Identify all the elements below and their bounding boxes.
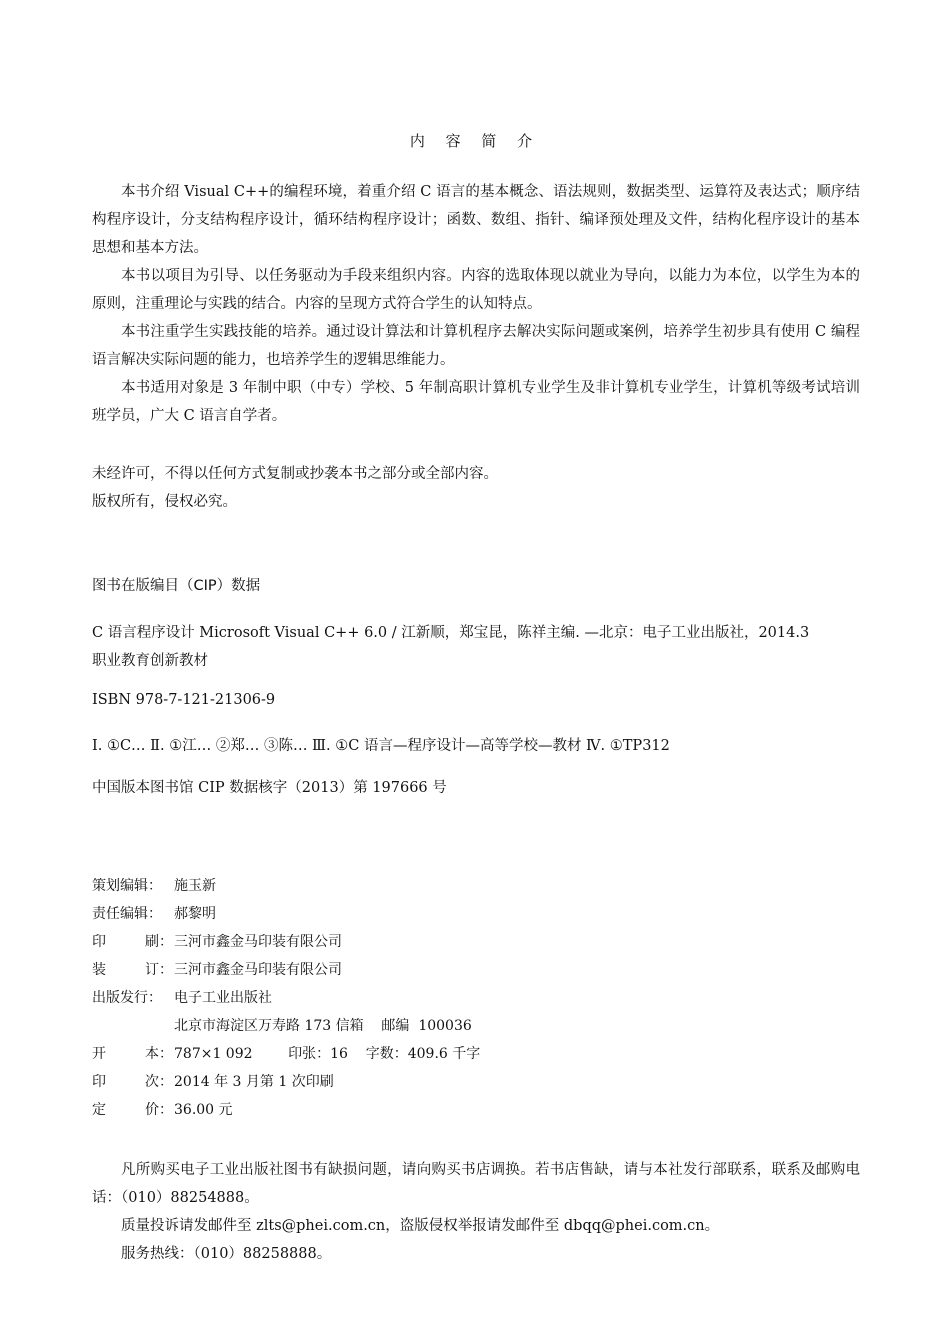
credits-block xyxy=(92,872,480,1124)
credit-label: 订： xyxy=(145,962,173,978)
credit-row-binder xyxy=(92,956,480,984)
credit-label: 开 xyxy=(92,1046,106,1062)
credit-row-planner xyxy=(92,872,480,900)
credit-row-publisher xyxy=(92,984,480,1012)
service-notice xyxy=(92,1156,860,1268)
cip-record: 中国版本图书馆 CIP 数据核字（2013）第 197666 号 xyxy=(92,780,447,796)
copyright-notice xyxy=(92,460,860,516)
summary-paragraph: 本书适用对象是 3 年制中职（中专）学校、5 年制高职计算机专业学生及非计算机专业学生，计算机等级考试培训班学员，广大 C 语言自学者。 xyxy=(92,380,860,424)
credit-label: 印 xyxy=(92,1074,106,1090)
copyright-line: 版权所有，侵权必究。 xyxy=(92,494,237,510)
credit-row-printer xyxy=(92,928,480,956)
credit-label: 印 xyxy=(92,934,106,950)
credit-label: 策划编辑： xyxy=(92,878,162,894)
cip-isbn: ISBN 978-7-121-21306-9 xyxy=(92,692,276,708)
credit-label: 责任编辑： xyxy=(92,906,162,922)
credit-label: 本： xyxy=(145,1046,173,1062)
cip-series-line: 职业教育创新教材 xyxy=(92,653,208,669)
credit-label: 次： xyxy=(145,1074,173,1090)
summary-paragraph: 本书以项目为引导、以任务驱动为手段来组织内容。内容的选取体现以就业为导向，以能力为本位，以学生为本的原则，注重理论与实践的结合。内容的呈现方式符合学生的认知特点。 xyxy=(92,268,860,312)
cip-heading: 图书在版编目（CIP）数据 xyxy=(92,578,261,594)
credit-row-format xyxy=(92,1040,480,1068)
credit-row-address xyxy=(92,1012,480,1040)
credit-row-price xyxy=(92,1096,480,1124)
notice-paragraph: 质量投诉请发邮件至 zlts@phei.com.cn，盗版侵权举报请发邮件至 dbqq@phei.com.cn。 xyxy=(121,1218,720,1234)
credit-value: 北京市海淀区万寿路 173 信箱 邮编 100036 xyxy=(174,1018,472,1034)
credit-value: 787×1 092 印张：16 字数：409.6 千字 xyxy=(174,1046,481,1062)
cip-classification: Ⅰ. ①C… Ⅱ. ①江… ②郑… ③陈… Ⅲ. ①C 语言—程序设计—高等学校—教材 Ⅳ. ①TP312 xyxy=(92,738,670,754)
credit-label: 定 xyxy=(92,1102,106,1118)
credit-value: 施玉新 xyxy=(174,878,216,894)
credit-row-editor xyxy=(92,900,480,928)
summary-title: 内 容 简 介 xyxy=(409,132,541,150)
credit-value: 三河市鑫金马印装有限公司 xyxy=(174,962,342,978)
copyright-line: 未经许可，不得以任何方式复制或抄袭本书之部分或全部内容。 xyxy=(92,466,498,482)
summary-paragraph: 本书介绍 Visual C++的编程环境，着重介绍 C 语言的基本概念、语法规则，数据类型、运算符及表达式；顺序结构程序设计，分支结构程序设计，循环结构程序设计；函数、数组、指针、编译预处理及文件，结构化程序设计的基本思想和基本方法。 xyxy=(92,184,860,256)
notice-paragraph: 凡所购买电子工业出版社图书有缺损问题，请向购买书店调换。若书店售缺，请与本社发行部联系，联系及邮购电话：（010）88254888。 xyxy=(92,1162,860,1206)
summary-section xyxy=(92,178,860,430)
credit-row-edition xyxy=(92,1068,480,1096)
credit-value: 郝黎明 xyxy=(174,906,216,922)
notice-paragraph: 服务热线：（010）88258888。 xyxy=(121,1246,332,1262)
credit-label: 装 xyxy=(92,962,106,978)
credit-label: 价： xyxy=(145,1102,173,1118)
cip-title-line: C 语言程序设计 Microsoft Visual C++ 6.0 / 江新顺，郑宝昆，陈祥主编. —北京：电子工业出版社，2014.3 xyxy=(92,625,810,641)
credit-value: 2014 年 3 月第 1 次印刷 xyxy=(174,1074,334,1090)
summary-paragraph: 本书注重学生实践技能的培养。通过设计算法和计算机程序去解决实际问题或案例，培养学生初步具有使用 C 编程语言解决实际问题的能力，也培养学生的逻辑思维能力。 xyxy=(92,324,860,368)
credit-label: 刷： xyxy=(145,934,173,950)
credit-value: 电子工业出版社 xyxy=(174,990,272,1006)
credit-value: 三河市鑫金马印装有限公司 xyxy=(174,934,342,950)
credit-value: 36.00 元 xyxy=(174,1102,233,1118)
credit-label: 出版发行： xyxy=(92,990,162,1006)
